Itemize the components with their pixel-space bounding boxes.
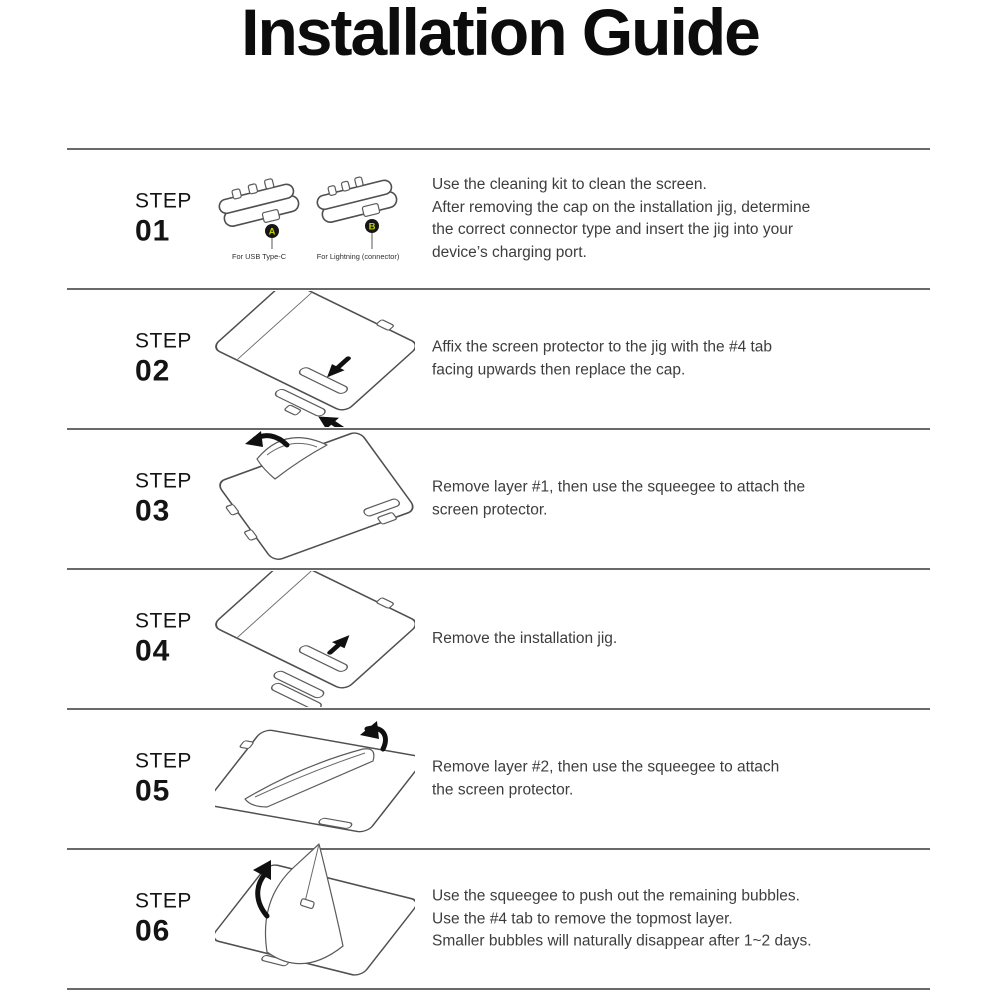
remove-topmost-layer-illustration xyxy=(215,824,415,992)
step-number: 05 xyxy=(135,774,171,808)
lightning-caption: For Lightning (connector) xyxy=(316,252,400,261)
instruction-line: Use the squeegee to push out the remaining bubbles. xyxy=(432,887,800,905)
step-05-label xyxy=(135,750,192,809)
step-word: STEP xyxy=(135,749,192,773)
step-04-label xyxy=(135,610,192,669)
step-word: STEP xyxy=(135,469,192,493)
step-row-05 xyxy=(67,710,930,850)
step-row-06 xyxy=(67,850,930,990)
instruction-line: facing upwards then replace the cap. xyxy=(432,361,686,378)
instruction-line: Remove layer #1, then use the squeegee to attach the xyxy=(432,478,806,496)
usb-type-c-caption: For USB Type-C xyxy=(231,252,287,261)
instruction-line: device’s charging port. xyxy=(432,243,587,261)
instruction-line: Remove layer #2, then use the squeegee to attach xyxy=(432,758,780,776)
instruction-line: After removing the cap on the installation jig, determine xyxy=(432,198,811,216)
step-03-instructions xyxy=(432,477,928,522)
step-row-01 xyxy=(67,150,930,290)
instruction-line: Use the #4 tab to remove the topmost layer. xyxy=(432,909,733,927)
step-number: 03 xyxy=(135,494,171,528)
usb-type-c-jig xyxy=(216,174,301,261)
step-row-04 xyxy=(67,570,930,710)
step-04-instructions xyxy=(432,628,928,651)
step-word: STEP xyxy=(135,329,192,353)
step-01-label xyxy=(135,190,192,249)
step-row-02 xyxy=(67,290,930,430)
step-02-label xyxy=(135,330,192,389)
step-number: 06 xyxy=(135,914,171,948)
step-word: STEP xyxy=(135,189,192,213)
lightning-jig xyxy=(314,170,400,261)
step-06-instructions xyxy=(432,885,928,953)
step-number: 02 xyxy=(135,354,171,388)
instruction-line: Smaller bubbles will naturally disappear after 1~2 days. xyxy=(432,932,812,950)
step-row-03 xyxy=(67,430,930,570)
step-number: 04 xyxy=(135,634,171,668)
instruction-line: screen protector. xyxy=(432,501,548,518)
page-title: Installation Guide xyxy=(241,0,759,69)
step-06-label xyxy=(135,890,192,949)
step-01-instructions xyxy=(432,174,928,264)
badge-b-letter: B xyxy=(368,221,376,233)
steps-list xyxy=(67,148,930,990)
instruction-line: Use the cleaning kit to clean the screen. xyxy=(432,176,707,193)
instruction-line: Remove the installation jig. xyxy=(432,629,618,647)
step-number: 01 xyxy=(135,214,171,248)
step-02-instructions xyxy=(432,337,928,382)
step-05-instructions xyxy=(432,757,928,802)
remove-installation-jig-illustration xyxy=(215,571,415,707)
badge-a-letter: A xyxy=(268,226,276,238)
instruction-line: Affix the screen protector to the jig with the #4 tab xyxy=(432,338,773,356)
step-word: STEP xyxy=(135,609,192,633)
step-03-label xyxy=(135,470,192,529)
instruction-line: the screen protector. xyxy=(432,781,574,798)
instruction-line: the correct connector type and insert the jig into your xyxy=(432,221,794,238)
attach-protector-to-jig-illustration xyxy=(215,291,415,427)
remove-layer-1-illustration xyxy=(215,431,415,567)
step-word: STEP xyxy=(135,889,192,913)
installation-jigs-illustration xyxy=(215,153,415,285)
